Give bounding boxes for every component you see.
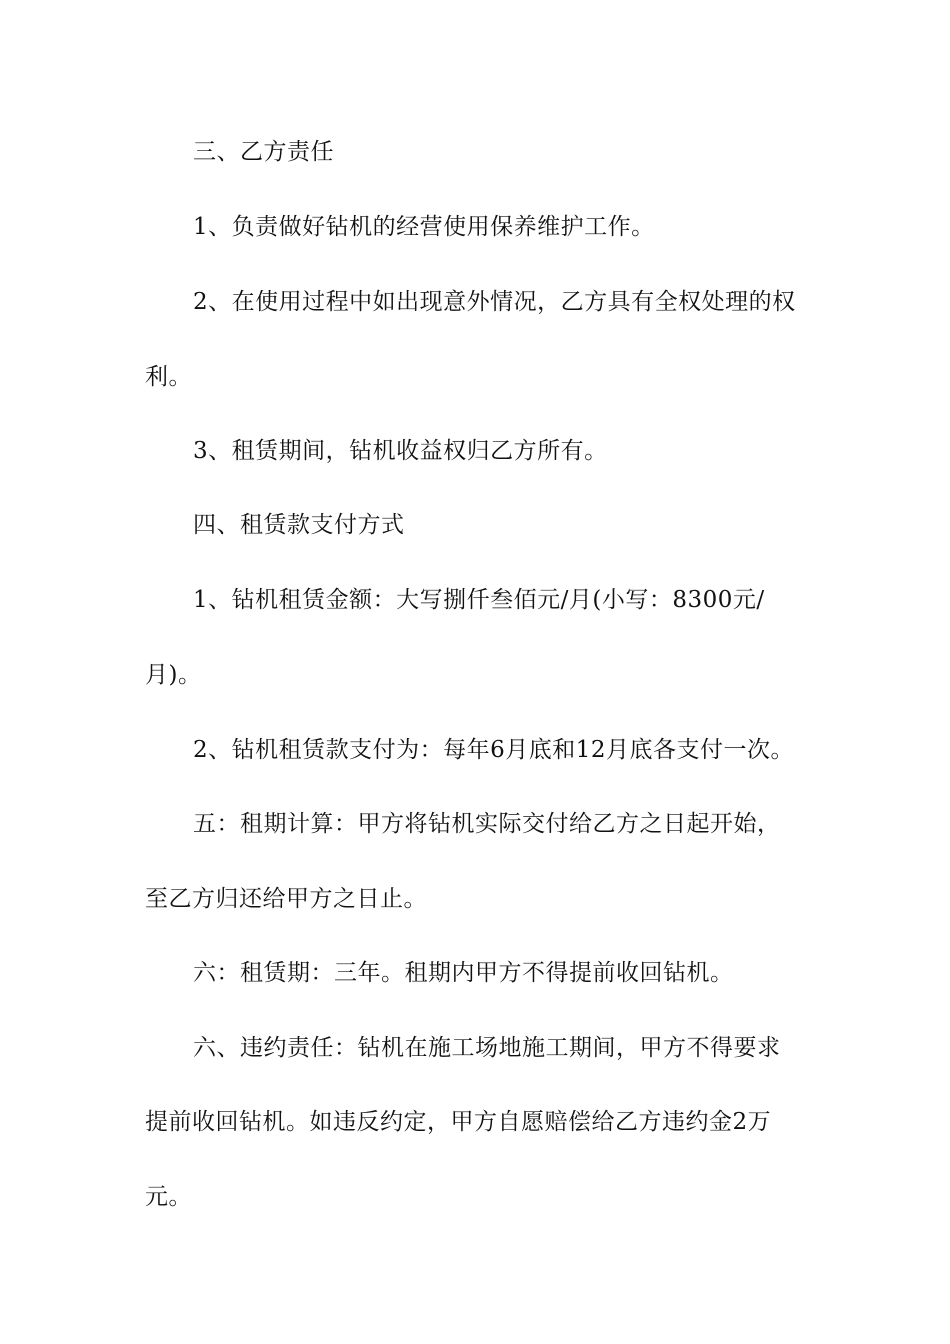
section-heading-party-b-duties: 三、乙方责任: [193, 139, 334, 165]
paragraph-line: 元。: [145, 1184, 192, 1210]
section-heading-lease-period: 六：租赁期：三年。租期内甲方不得提前收回钻机。: [193, 960, 734, 986]
paragraph-line: 3、租赁期间，钻机收益权归乙方所有。: [193, 438, 608, 464]
paragraph-line: 2、钻机租赁款支付为：每年6月底和12月底各支付一次。: [193, 737, 795, 763]
paragraph-line: 提前收回钻机。如违反约定，甲方自愿赔偿给乙方违约金2万: [145, 1109, 772, 1135]
paragraph-line: 1、负责做好钻机的经营使用保养维护工作。: [193, 214, 655, 240]
section-heading-breach-liability: 六、违约责任：钻机在施工场地施工期间，甲方不得要求: [193, 1035, 781, 1061]
paragraph-line: 1、钻机租赁金额：大写捌仟叁佰元/月(小写：8300元/: [193, 587, 765, 613]
paragraph-line: 利。: [145, 364, 192, 390]
section-heading-payment-method: 四、租赁款支付方式: [193, 512, 405, 538]
paragraph-line: 月)。: [145, 662, 202, 688]
paragraph-line: 2、在使用过程中如出现意外情况，乙方具有全权处理的权: [193, 289, 796, 315]
section-heading-lease-term-calculation: 五：租期计算：甲方将钻机实际交付给乙方之日起开始，: [193, 811, 781, 837]
paragraph-line: 至乙方归还给甲方之日止。: [145, 886, 427, 912]
